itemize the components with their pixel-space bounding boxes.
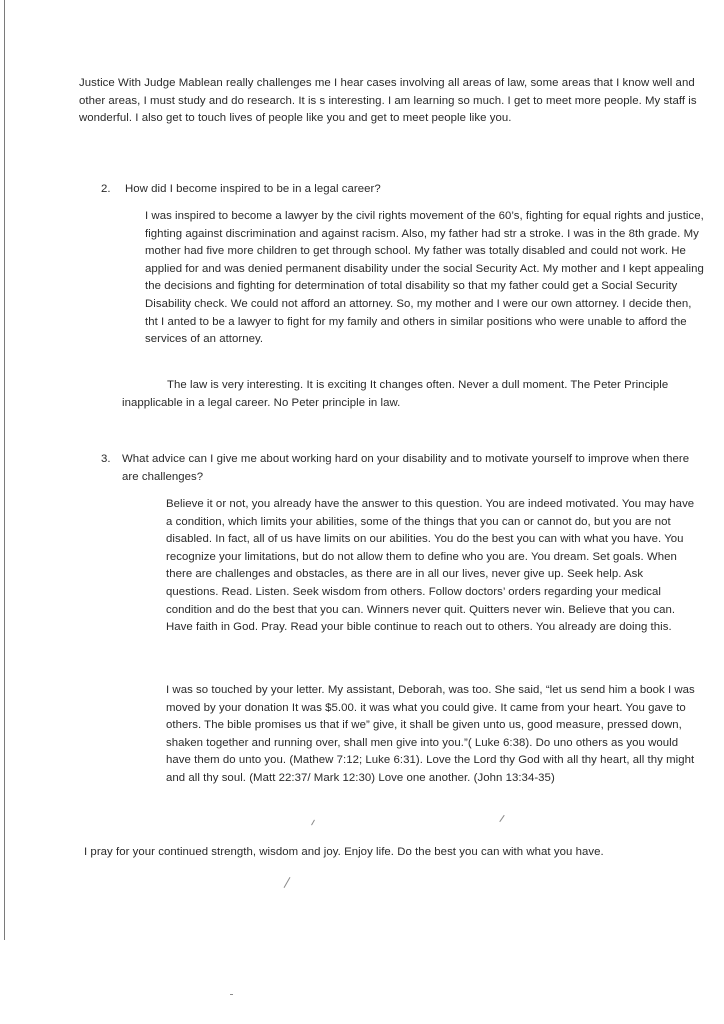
question-3-answer-paragraph-1: Believe it or not, you already have the answer to this question. You are indeed motivated. You may have a condition, which limits your abilities, some of the things that you can or cannot do, but you are not disabled. In fact, all of us have limits on our abilities. You do the best you can with what you have. You recognize your limitations, but do not allow them to define who you are. You dream. Set goals. When there are challenges and obstacles, as there are in all our lives, never give up. Seek help. Ask questions. Read. Listen. Seek wisdom from others. Follow doctors’ orders regarding your medical condition and do the best that you can. Winners never quit. Quitters never win. Believe that you can. Have faith in God. Pray. Read your bible continue to reach out to others. You already are doing this. xyxy=(166,498,695,634)
scan-mark xyxy=(311,820,315,826)
scan-mark xyxy=(230,994,233,995)
closing-line: I pray for your continued strength, wisdom and joy. Enjoy life. Do the best you can with what you have. xyxy=(84,846,604,858)
question-3-text: What advice can I give me about working hard on your disability and to motivate yourself to improve when there are challenges? xyxy=(122,453,690,483)
question-2-number: 2. xyxy=(101,183,111,195)
question-3-number: 3. xyxy=(101,453,111,465)
question-2-text: How did I become inspired to be in a legal career? xyxy=(125,183,381,195)
scan-mark xyxy=(499,815,504,822)
page-left-edge xyxy=(4,0,5,940)
intro-paragraph: Justice With Judge Mablean really challenges me I hear cases involving all areas of law, some areas that I know well and other areas, I must study and do research. It is s interesting. I am learning so much. I get to meet more people. My staff is wonderful. I also get to touch lives of people like you and get to meet people like you. xyxy=(79,77,697,125)
question-2-answer-paragraph-1: I was inspired to become a lawyer by the civil rights movement of the 60’s, fighting for equal rights and justice, fighting against discrimination and against racism. Also, my father had str a stroke. I was in the 8th grade. My mother had five more children to get through school. My father was totally disabled and could not work. He applied for and was denied permanent disability under the social Security Act. My mother and I kept appealing the decisions and fighting for determination of total disability so that my father could get a Social Security Disability check. We could not afford an attorney. So, my mother and I were our own attorney. I decide then, tht I anted to be a lawyer to fight for my family and others in similar positions who were unable to afford the services of an attorney. xyxy=(145,210,704,346)
question-2-answer-paragraph-2: The law is very interesting. It is exciting It changes often. Never a dull moment. The Peter Principle inapplicable in a legal career. No Peter principle in law. xyxy=(122,379,669,409)
scan-mark xyxy=(284,877,291,888)
question-3-answer-paragraph-2: I was so touched by your letter. My assistant, Deborah, was too. She said, “let us send him a book I was moved by your donation It was $5.00. it was what you could give. It came from your heart. You gave to others. The bible promises us that if we” give, it shall be given unto us, good measure, pressed down, shaken together and running over, shall men give into you.”( Luke 6:38). Do uno others as you would have them do unto you. (Mathew 7:12; Luke 6:31). Love the Lord thy God with all thy heart, all thy might and all thy soul. (Matt 22:37/ Mark 12:30) Love one another. (John 13:34-35) xyxy=(166,684,695,784)
